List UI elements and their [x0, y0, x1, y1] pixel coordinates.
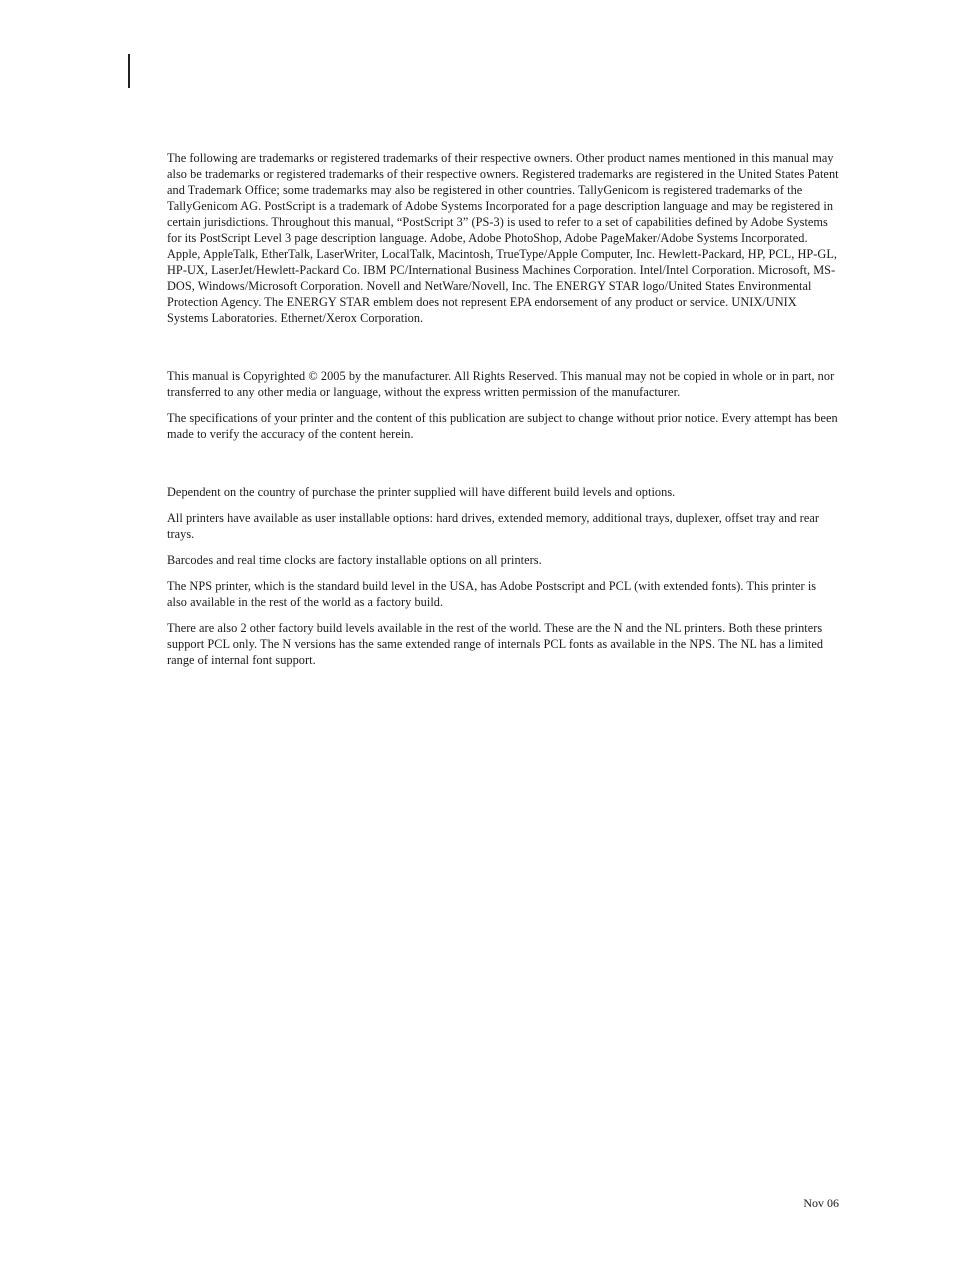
copyright-paragraph: This manual is Copyrighted © 2005 by the manufacturer. All Rights Reserved. This manual may not be copied in whole or in part, nor transferred to any other media or language, without the express written permission of the manufacturer.: [167, 369, 835, 399]
trademarks-paragraph: The following are trademarks or registered trademarks of their respective owners. Other product names mentioned in this manual may also be trademarks or registered trademarks of their respective owners. Registered trademarks are registered in the United States Patent and Trademark Office; some trademarks may also be registered in other countries. TallyGenicom is registered trademarks of the TallyGenicom AG. PostScript is a trademark of Adobe Systems Incorporated for a page description language and may be registered in certain jurisdictions. Throughout this manual, “PostScript 3” (PS-3) is used to refer to a set of capabilities defined by Adobe Systems for its PostScript Level 3 page description language. Adobe, Adobe PhotoShop, Adobe PageMaker/Adobe Systems Incorporated. Apple, AppleTalk, EtherTalk, LaserWriter, LocalTalk, Macintosh, TrueType/Apple Computer, Inc. Hewlett-Packard, HP, PCL, HP-GL, HP-UX, LaserJet/Hewlett-Packard Co. IBM PC/International Business Machines Corporation. Intel/Intel Corporation. Microsoft, MS-DOS, Windows/Microsoft Corporation. Novell and NetWare/Novell, Inc. The ENERGY STAR logo/United States Environmental Protection Agency. The ENERGY STAR emblem does not represent EPA endorsement of any product or service. UNIX/UNIX Systems Laboratories. Ethernet/Xerox Corporation.: [167, 151, 839, 325]
build-levels-paragraph: Dependent on the country of purchase the printer supplied will have different build levels and options.: [167, 485, 676, 499]
n-nl-printers-paragraph: There are also 2 other factory build levels available in the rest of the world. These are the N and the NL printers. Both these printers support PCL only. The N versions has the same extended range of internals PCL fonts as available in the NPS. The NL has a limited range of internal font support.: [167, 621, 824, 667]
footer-date: Nov 06: [803, 1196, 839, 1210]
nps-printer-paragraph: The NPS printer, which is the standard build level in the USA, has Adobe Postscript and PCL (with extended fonts). This printer is also available in the rest of the world as a factory build.: [167, 579, 817, 609]
build-levels-section: [167, 484, 839, 668]
document-body: [167, 150, 839, 678]
copyright-section: [167, 368, 839, 442]
user-options-paragraph: All printers have available as user installable options: hard drives, extended memory, additional trays, duplexer, offset tray and rear trays.: [167, 511, 819, 541]
revision-change-bar: [128, 54, 130, 88]
specifications-paragraph: The specifications of your printer and the content of this publication are subject to change without prior notice. Every attempt has been made to verify the accuracy of the content herein.: [167, 411, 838, 441]
trademarks-section: [167, 150, 839, 326]
factory-options-paragraph: Barcodes and real time clocks are factory installable options on all printers.: [167, 553, 542, 567]
